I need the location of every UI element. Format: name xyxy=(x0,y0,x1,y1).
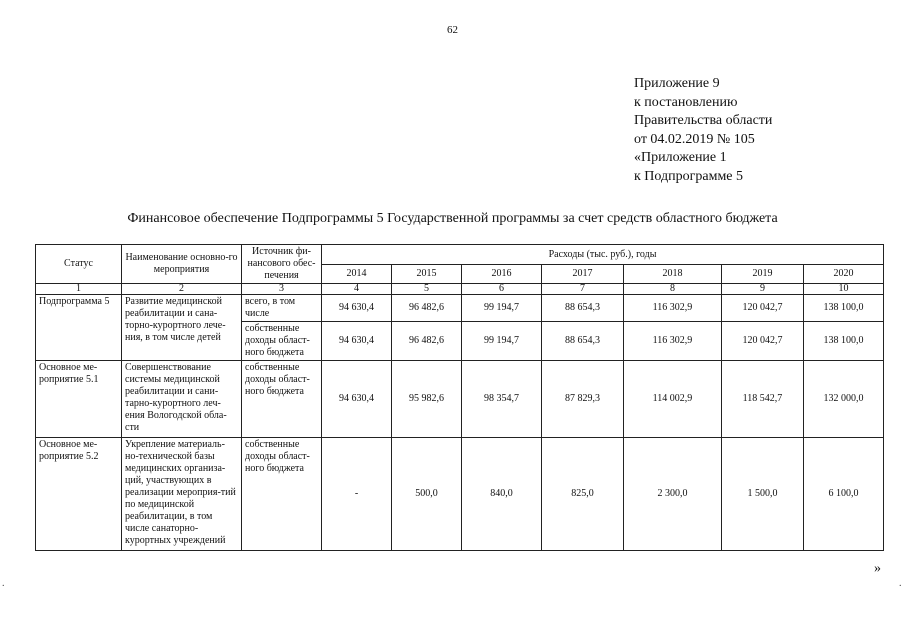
header-source: Источник фи-нансового обес-печения xyxy=(242,245,322,284)
value-cell: 6 100,0 xyxy=(804,438,884,551)
header-year: 2018 xyxy=(624,265,722,284)
scan-mark-right: . xyxy=(899,578,902,589)
row-status: Основное ме-роприятие 5.1 xyxy=(36,361,122,438)
table-row xyxy=(36,438,884,551)
value-cell: 99 194,7 xyxy=(462,295,542,322)
row-name: Укрепление материаль-но-технической базы медицинских организа-ций, участвующих в реализации мероприя-тий по медицинской реабилитации, в том числе санаторно-курортных учреждений xyxy=(122,438,242,551)
header-expenses: Расходы (тыс. руб.), годы xyxy=(322,245,884,265)
value-cell: 94 630,4 xyxy=(322,295,392,322)
value-cell: 825,0 xyxy=(542,438,624,551)
financing-table xyxy=(35,244,884,551)
appendix-line: от 04.02.2019 № 105 xyxy=(634,131,755,147)
row-status: Подпрограмма 5 xyxy=(36,295,122,361)
value-cell: 1 500,0 xyxy=(722,438,804,551)
row-name: Совершенствование системы медицинской реабилитации и сани-тарно-курортного леч-ения Вологодской обла-сти xyxy=(122,361,242,438)
value-cell: 500,0 xyxy=(392,438,462,551)
column-index: 8 xyxy=(624,284,722,295)
value-cell: 96 482,6 xyxy=(392,295,462,322)
appendix-line: к Подпрограмме 5 xyxy=(634,168,744,184)
page-number: 62 xyxy=(447,24,458,36)
value-cell: 87 829,3 xyxy=(542,361,624,438)
appendix-line: «Приложение 1 xyxy=(634,150,727,165)
value-cell: 120 042,7 xyxy=(722,322,804,361)
value-cell: 95 982,6 xyxy=(392,361,462,438)
header-year: 2019 xyxy=(722,265,804,284)
value-cell: 114 002,9 xyxy=(624,361,722,438)
column-index: 5 xyxy=(392,284,462,295)
value-cell: 120 042,7 xyxy=(722,295,804,322)
column-index: 3 xyxy=(242,284,322,295)
appendix-line: Правительства области xyxy=(634,113,773,128)
scan-mark-left: . xyxy=(2,578,5,589)
row-source: всего, в том числе xyxy=(242,295,322,322)
header-year: 2017 xyxy=(542,265,624,284)
value-cell: 94 630,4 xyxy=(322,322,392,361)
value-cell: - xyxy=(322,438,392,551)
column-index: 2 xyxy=(122,284,242,295)
table-row xyxy=(36,361,884,438)
header-year: 2014 xyxy=(322,265,392,284)
value-cell: 116 302,9 xyxy=(624,322,722,361)
value-cell: 98 354,7 xyxy=(462,361,542,438)
appendix-header xyxy=(634,75,772,186)
value-cell: 2 300,0 xyxy=(624,438,722,551)
value-cell: 138 100,0 xyxy=(804,295,884,322)
header-name: Наименование основно-го мероприятия xyxy=(122,245,242,284)
column-index: 6 xyxy=(462,284,542,295)
value-cell: 96 482,6 xyxy=(392,322,462,361)
column-index: 10 xyxy=(804,284,884,295)
value-cell: 99 194,7 xyxy=(462,322,542,361)
header-year: 2015 xyxy=(392,265,462,284)
appendix-line: к постановлению xyxy=(634,94,738,110)
value-cell: 138 100,0 xyxy=(804,322,884,361)
value-cell: 94 630,4 xyxy=(322,361,392,438)
row-name: Развитие медицинской реабилитации и сана-торно-курортного лече-ния, в том числе детей xyxy=(122,295,242,361)
header-year: 2020 xyxy=(804,265,884,284)
document-title: Финансовое обеспечение Подпрограммы 5 Государственной программы за счет средств областного бюджета xyxy=(127,211,778,226)
value-cell: 88 654,3 xyxy=(542,322,624,361)
header-status: Статус xyxy=(36,245,122,284)
column-index: 9 xyxy=(722,284,804,295)
column-index: 4 xyxy=(322,284,392,295)
header-year: 2016 xyxy=(462,265,542,284)
column-index: 7 xyxy=(542,284,624,295)
value-cell: 116 302,9 xyxy=(624,295,722,322)
value-cell: 840,0 xyxy=(462,438,542,551)
value-cell: 132 000,0 xyxy=(804,361,884,438)
appendix-line: Приложение 9 xyxy=(634,76,720,91)
row-status: Основное ме-роприятие 5.2 xyxy=(36,438,122,551)
row-source: собственные доходы област-ного бюджета xyxy=(242,322,322,361)
value-cell: 88 654,3 xyxy=(542,295,624,322)
table-row xyxy=(36,295,884,322)
closing-quote: » xyxy=(874,561,881,576)
row-source: собственные доходы област-ного бюджета xyxy=(242,438,322,551)
row-source: собственные доходы област-ного бюджета xyxy=(242,361,322,438)
column-index: 1 xyxy=(36,284,122,295)
value-cell: 118 542,7 xyxy=(722,361,804,438)
